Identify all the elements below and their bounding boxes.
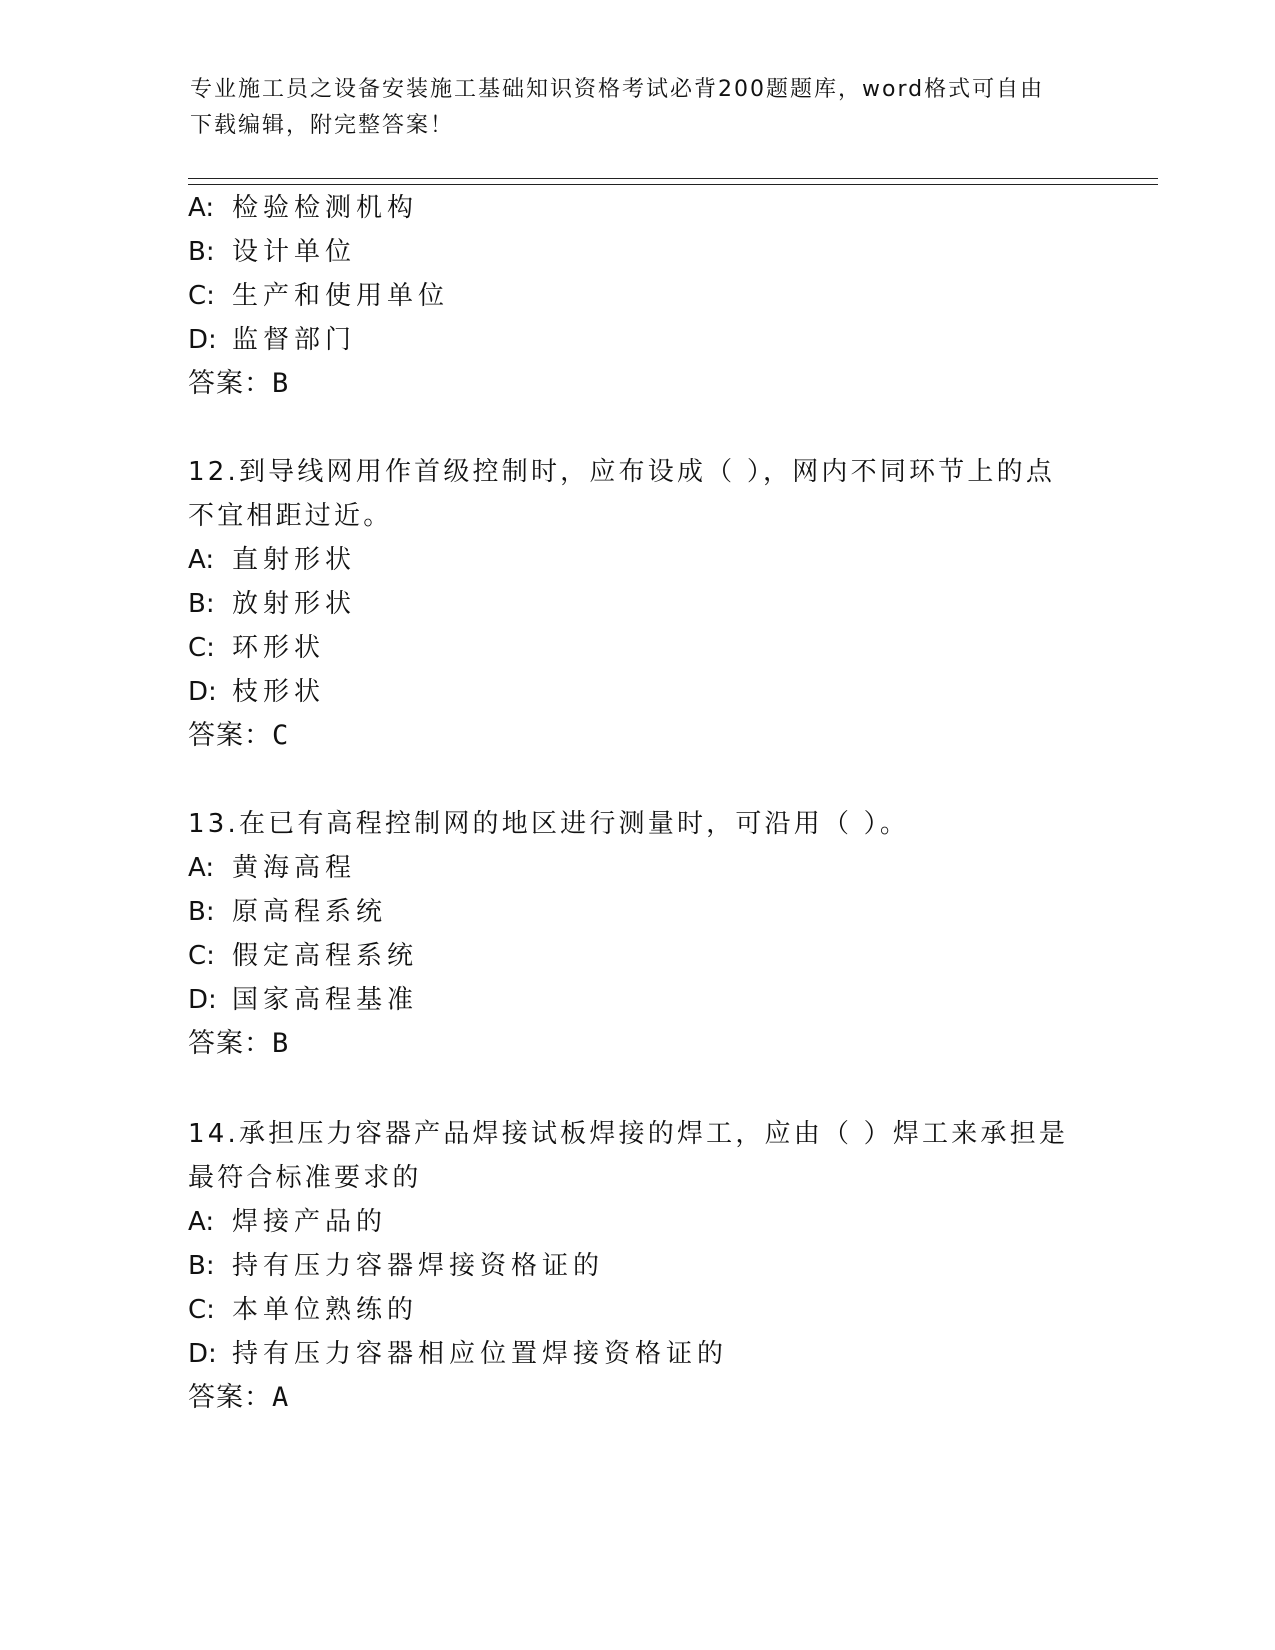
answer-value: B	[272, 368, 290, 399]
option-key: D:	[188, 985, 217, 1015]
option-text: 检验检测机构	[232, 193, 419, 223]
q12-stem-line-1: 12.到导线网用作首级控制时，应布设成（ ），网内不同环节上的点	[188, 457, 1056, 487]
option-key: A:	[188, 853, 215, 883]
q12-option-a	[188, 540, 356, 580]
q14-option-d	[188, 1334, 728, 1374]
q14-option-c	[188, 1290, 418, 1330]
option-key: A:	[188, 193, 215, 223]
option-text: 设计单位	[232, 237, 357, 267]
option-text: 生产和使用单位	[232, 281, 450, 311]
option-key: D:	[188, 677, 217, 707]
option-key: D:	[188, 1339, 217, 1369]
option-key: B:	[188, 589, 215, 619]
q12-answer	[188, 716, 289, 756]
answer-value: A	[272, 1382, 290, 1413]
option-key: B:	[188, 237, 215, 267]
option-key: D:	[188, 325, 217, 355]
option-key: C:	[188, 281, 215, 311]
q14-answer	[188, 1378, 289, 1418]
q14-stem-line-1: 14.承担压力容器产品焊接试板焊接的焊工，应由（ ）焊工来承担是	[188, 1119, 1069, 1149]
q13-answer	[188, 1024, 289, 1064]
option-text: 原高程系统	[232, 897, 388, 927]
option-text: 黄海高程	[232, 853, 357, 883]
q13-stem-line-1: 13.在已有高程控制网的地区进行测量时，可沿用（ ）。	[188, 809, 910, 839]
header-divider-bottom	[188, 184, 1158, 185]
option-text: 焊接产品的	[232, 1207, 388, 1237]
option-key: C:	[188, 1295, 215, 1325]
q13-option-b	[188, 892, 387, 932]
answer-label: 答案：	[188, 368, 272, 399]
header-divider-top	[188, 178, 1158, 179]
q13-option-c	[188, 936, 418, 976]
answer-label: 答案：	[188, 1382, 272, 1413]
option-text: 持有压力容器焊接资格证的	[232, 1251, 605, 1281]
option-key: A:	[188, 545, 215, 575]
q12-option-d	[188, 672, 325, 712]
option-text: 直射形状	[232, 545, 357, 575]
answer-label: 答案：	[188, 720, 272, 751]
answer-value: B	[272, 1028, 290, 1059]
q14-stem-line-2: 最符合标准要求的	[188, 1163, 422, 1193]
option-text: 监督部门	[232, 325, 357, 355]
option-text: 持有压力容器相应位置焊接资格证的	[232, 1339, 729, 1369]
q11-option-b	[188, 232, 356, 272]
option-text: 国家高程基准	[232, 985, 419, 1015]
option-key: C:	[188, 941, 215, 971]
q13-option-a	[188, 848, 356, 888]
q12-option-b	[188, 584, 356, 624]
option-text: 本单位熟练的	[232, 1295, 419, 1325]
q11-answer	[188, 364, 289, 404]
q11-option-a	[188, 188, 418, 228]
q11-option-d	[188, 320, 356, 360]
option-text: 环形状	[232, 633, 326, 663]
header-line-1: 专业施工员之设备安装施工基础知识资格考试必背200题题库，word格式可自由	[190, 77, 1045, 102]
option-text: 假定高程系统	[232, 941, 419, 971]
q11-option-c	[188, 276, 449, 316]
q12-stem-line-2: 不宜相距过近。	[188, 501, 393, 531]
option-text: 枝形状	[232, 677, 326, 707]
option-key: C:	[188, 633, 215, 663]
document-header	[190, 72, 1070, 144]
option-key: A:	[188, 1207, 215, 1237]
answer-label: 答案：	[188, 1028, 272, 1059]
q13-option-d	[188, 980, 418, 1020]
q12-option-c	[188, 628, 325, 668]
option-key: B:	[188, 897, 215, 927]
header-line-2: 下载编辑，附完整答案！	[190, 113, 455, 138]
answer-value: C	[272, 720, 290, 751]
option-text: 放射形状	[232, 589, 357, 619]
q14-option-b	[188, 1246, 604, 1286]
q14-option-a	[188, 1202, 387, 1242]
option-key: B:	[188, 1251, 215, 1281]
